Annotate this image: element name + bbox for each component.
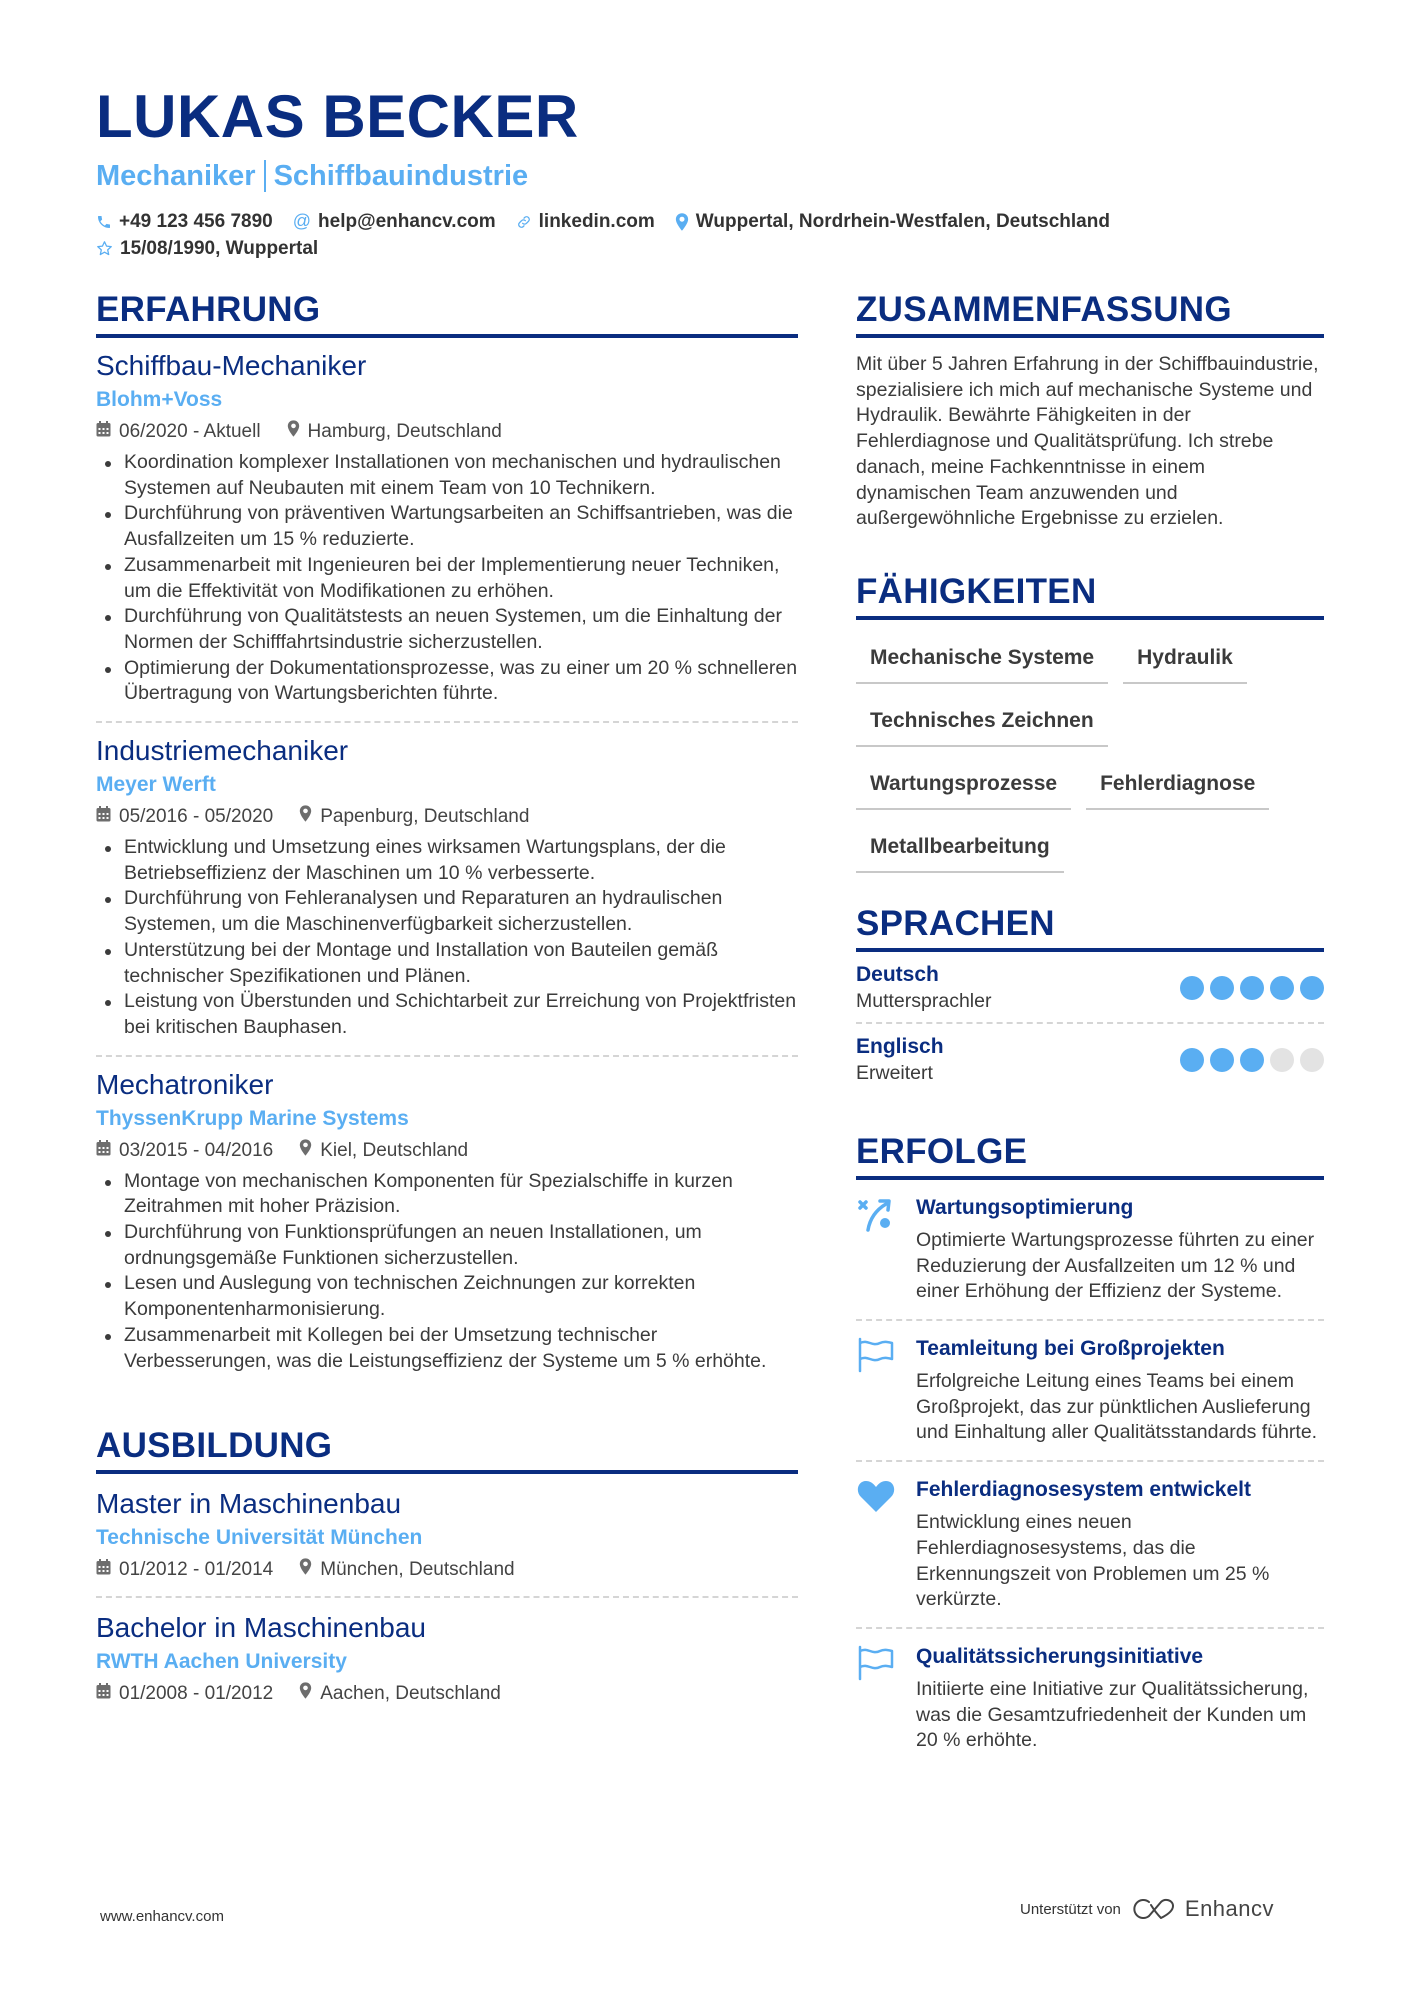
phone-icon (96, 214, 112, 230)
rating-dot-empty (1300, 1048, 1324, 1072)
summary-text: Mit über 5 Jahren Erfahrung in der Schiffbauindustrie, spezialisiere ich mich auf mechanische Systeme und Hydraulik. Bewährte Fähigkeiten in der Fehlerdiagnose und Qualitätsprüfung. Ich strebe danach, meine Fachkenntnisse in einem dynamischen Team anzuwenden und außergewöhnliche Ergebnisse zu erzielen. (856, 353, 1319, 530)
email-address: help@enhancv.com (318, 211, 496, 232)
language-name: Deutsch (856, 962, 939, 986)
achievement-bullets (96, 450, 798, 707)
achievement-bullets (96, 835, 798, 1041)
language-level: Erweitert (856, 1061, 933, 1084)
experience-entry (96, 338, 798, 723)
achievement-title: Teamleitung bei Großprojekten (916, 1337, 1225, 1361)
footer-website[interactable]: www.enhancv.com (100, 1908, 224, 1925)
rating-dot-filled (1210, 976, 1234, 1000)
location-pin-icon (299, 1137, 320, 1165)
link-icon (516, 214, 532, 230)
linkedin-url: linkedin.com (538, 211, 655, 232)
bullet-item: Durchführung von Fehleranalysen und Reparaturen an hydraulischen Systemen, um die Maschinenverfügbarkeit sicherzustellen. (96, 886, 798, 937)
flag-icon (856, 1643, 916, 1754)
calendar-icon (96, 803, 119, 831)
skill-tag: Technisches Zeichnen (856, 699, 1108, 747)
rating-dot-filled (1180, 1048, 1204, 1072)
bullet-item: Lesen und Auslegung von technischen Zeichnungen zur korrekten Komponentenharmonisierung. (96, 1271, 798, 1322)
experience-entry (96, 723, 798, 1057)
summary-heading: ZUSAMMENFASSUNG (856, 290, 1324, 338)
date-range (96, 1137, 273, 1165)
achievement-item (856, 1629, 1324, 1768)
proficiency-rating (1174, 1048, 1324, 1072)
achievement-title: Fehlerdiagnosesystem entwickelt (916, 1478, 1251, 1502)
contact-phone[interactable] (96, 208, 273, 235)
skills-section (856, 572, 1324, 888)
languages-section (856, 904, 1324, 1094)
contact-location (675, 208, 1110, 235)
rating-dot-filled (1240, 1048, 1264, 1072)
company-name[interactable]: ThyssenKrupp Marine Systems (96, 1106, 409, 1130)
title-profession: Mechaniker (96, 160, 256, 192)
bullet-item: Unterstützung bei der Montage und Installation von Bauteilen gemäß technischer Spezifikationen und Plänen. (96, 938, 798, 989)
location-text: Wuppertal, Nordrhein-Westfalen, Deutschland (695, 211, 1110, 232)
bullet-item: Durchführung von Qualitätstests an neuen Systemen, um die Einhaltung der Normen der Schifffahrtsindustrie sicherzustellen. (96, 604, 798, 655)
location-pin-icon (299, 1556, 320, 1584)
contact-email[interactable] (293, 208, 496, 235)
title-separator (264, 160, 266, 192)
achievement-title: Qualitätssicherungsinitiative (916, 1644, 1204, 1668)
birth-date-place: 15/08/1990, Wuppertal (120, 238, 319, 259)
entry-meta (96, 1680, 798, 1708)
languages-list (856, 952, 1324, 1094)
degree-title: Master in Maschinenbau (96, 1488, 402, 1520)
entry-meta (96, 1137, 798, 1165)
achievement-description: Erfolgreiche Leitung eines Teams bei einem Großprojekt, das zur pünktlichen Auslieferung und Einhaltung aller Qualitätsstandards führte. (916, 1370, 1318, 1444)
experience-entry (96, 1057, 798, 1389)
achievement-description: Optimierte Wartungsprozesse führten zu einer Reduzierung der Ausfallzeiten um 12 % und einer Erhöhung der Effizienz der Systeme. (916, 1228, 1315, 1303)
contact-list (96, 208, 1326, 262)
bullet-item: Durchführung von Funktionsprüfungen an neuen Installationen, um ordnungsgemäße Funktionen sicherzustellen. (96, 1220, 798, 1271)
location-pin-icon (299, 1680, 320, 1708)
resume-header (96, 82, 1326, 262)
job-title: Mechatroniker (96, 1068, 274, 1100)
achievement-item (856, 1321, 1324, 1462)
skill-tag: Fehlerdiagnose (1086, 762, 1269, 810)
entry-meta (96, 803, 798, 831)
language-info (856, 962, 991, 1014)
entry-meta (96, 1556, 798, 1584)
education-section (96, 1426, 798, 1720)
achievement-bullets (96, 1169, 798, 1375)
skill-tag: Wartungsprozesse (856, 762, 1071, 810)
date-text: 01/2012 - 01/2014 (119, 1559, 274, 1581)
flag-icon (856, 1335, 916, 1446)
date-text: 01/2008 - 01/2012 (119, 1683, 274, 1705)
skill-tag: Metallbearbeitung (856, 825, 1064, 873)
bullet-item: Leistung von Überstunden und Schichtarbeit zur Erreichung von Projektfristen bei kritischen Bauphasen. (96, 989, 798, 1040)
contact-linkedin[interactable] (516, 208, 655, 235)
candidate-title (96, 158, 1326, 194)
education-entry (96, 1474, 798, 1598)
contact-birth (96, 235, 1306, 262)
bullet-item: Durchführung von präventiven Wartungsarbeiten an Schiffsantrieben, was die Ausfallzeiten um 15 % reduzierte. (96, 501, 798, 552)
location-text: Hamburg, Deutschland (307, 421, 502, 442)
experience-list (96, 338, 798, 1388)
company-name[interactable]: Blohm+Voss (96, 388, 223, 411)
language-name: Englisch (856, 1034, 944, 1058)
powered-by-label: Unterstützt von (1020, 1900, 1121, 1918)
date-range (96, 1680, 273, 1708)
enhancv-logo-icon (1133, 1897, 1179, 1921)
rating-dot-filled (1180, 976, 1204, 1000)
location-text: Kiel, Deutschland (320, 1139, 469, 1161)
location-text: München, Deutschland (320, 1559, 515, 1581)
job-title: Schiffbau-Mechaniker (96, 350, 367, 381)
language-level: Muttersprachler (856, 989, 992, 1012)
right-column (856, 290, 1324, 1768)
left-column (96, 290, 798, 1720)
calendar-icon (96, 418, 119, 446)
date-range (96, 803, 273, 831)
bullet-item: Zusammenarbeit mit Kollegen bei der Umsetzung technischer Verbesserungen, was die Leistungseffizienz der Systeme um 5 % erhöhte. (96, 1323, 798, 1374)
achievements-section (856, 1132, 1324, 1768)
achievements-heading: ERFOLGE (856, 1132, 1324, 1180)
skills-list (856, 636, 1324, 888)
footer-branding (1020, 1896, 1274, 1922)
experience-heading: ERFAHRUNG (96, 290, 798, 338)
skills-heading: FÄHIGKEITEN (856, 572, 1324, 620)
company-name[interactable]: Meyer Werft (96, 773, 216, 797)
achievement-title: Wartungsoptimierung (916, 1195, 1134, 1219)
entry-location (299, 1137, 468, 1165)
school-name[interactable]: RWTH Aachen University (96, 1650, 347, 1674)
achievement-body (916, 1194, 1324, 1305)
achievement-body (916, 1476, 1324, 1613)
education-heading: AUSBILDUNG (96, 1426, 798, 1474)
achievement-body (916, 1335, 1324, 1446)
education-list (96, 1474, 798, 1720)
experience-section (96, 290, 798, 1388)
at-icon: @ (292, 211, 312, 231)
language-info (856, 1034, 944, 1086)
education-entry (96, 1598, 798, 1720)
school-name[interactable]: Technische Universität München (96, 1526, 423, 1550)
rating-dot-filled (1270, 976, 1294, 1000)
bullet-item: Optimierung der Dokumentationsprozesse, was zu einer um 20 % schnelleren Übertragung von Wartungsberichten führte. (96, 656, 798, 707)
achievement-item (856, 1180, 1324, 1321)
entry-location (287, 418, 502, 446)
proficiency-rating (1174, 976, 1324, 1000)
achievement-body (916, 1643, 1324, 1754)
degree-title: Bachelor in Maschinenbau (96, 1612, 426, 1644)
date-text: 05/2016 - 05/2020 (119, 806, 274, 828)
candidate-name: LUKAS BECKER (96, 83, 579, 150)
rating-dot-filled (1300, 976, 1324, 1000)
entry-location (299, 1556, 514, 1584)
title-industry: Schiffbauindustrie (273, 160, 529, 192)
rating-dot-filled (1240, 976, 1264, 1000)
enhancv-brand: Enhancv (1184, 1896, 1275, 1921)
calendar-icon (96, 1137, 119, 1165)
date-range (96, 1556, 273, 1584)
heart-icon (856, 1476, 916, 1613)
calendar-icon (96, 1556, 119, 1584)
language-row (856, 1024, 1324, 1094)
achievement-description: Initiierte eine Initiative zur Qualitätssicherung, was die Gesamtzufriedenheit der Kunden um 20 % erhöhte. (916, 1677, 1309, 1752)
language-row (856, 952, 1324, 1024)
location-text: Papenburg, Deutschland (320, 806, 530, 828)
calendar-icon (96, 1680, 119, 1708)
bullet-item: Koordination komplexer Installationen von mechanischen und hydraulischen Systemen auf Neubauten mit einem Team von 10 Technikern. (96, 450, 798, 501)
achievement-description: Entwicklung eines neuen Fehlerdiagnosesystems, das die Erkennungszeit von Problemen um 25 % verkürzte. (916, 1511, 1270, 1611)
achievements-list (856, 1180, 1324, 1768)
achievement-item (856, 1462, 1324, 1629)
phone-number: +49 123 456 7890 (119, 211, 273, 232)
location-pin-icon (287, 418, 308, 446)
entry-location (299, 803, 529, 831)
skill-tag: Mechanische Systeme (856, 636, 1108, 684)
summary-section (856, 290, 1324, 532)
rating-dot-empty (1270, 1048, 1294, 1072)
location-text: Aachen, Deutschland (320, 1683, 501, 1705)
job-title: Industriemechaniker (96, 735, 349, 767)
date-text: 03/2015 - 04/2016 (119, 1139, 274, 1161)
location-pin-icon (299, 803, 320, 831)
languages-heading: SPRACHEN (856, 904, 1324, 952)
date-text: 06/2020 - Aktuell (119, 421, 261, 442)
star-icon (96, 240, 113, 257)
entry-meta (96, 418, 798, 446)
bullet-item: Zusammenarbeit mit Ingenieuren bei der Implementierung neuer Techniken, um die Effektivität von Modifikationen zu erhöhen. (96, 553, 798, 604)
rating-dot-filled (1210, 1048, 1234, 1072)
location-pin-icon (675, 213, 689, 231)
bullet-item: Montage von mechanischen Komponenten für Spezialschiffe in kurzen Zeitrahmen mit hoher Präzision. (96, 1169, 798, 1220)
date-range (96, 418, 261, 446)
strategy-arrow-icon (856, 1194, 916, 1305)
skill-tag: Hydraulik (1123, 636, 1247, 684)
entry-location (299, 1680, 501, 1708)
bullet-item: Entwicklung und Umsetzung eines wirksamen Wartungsplans, der die Betriebseffizienz der Maschinen um 10 % verbesserte. (96, 835, 798, 886)
